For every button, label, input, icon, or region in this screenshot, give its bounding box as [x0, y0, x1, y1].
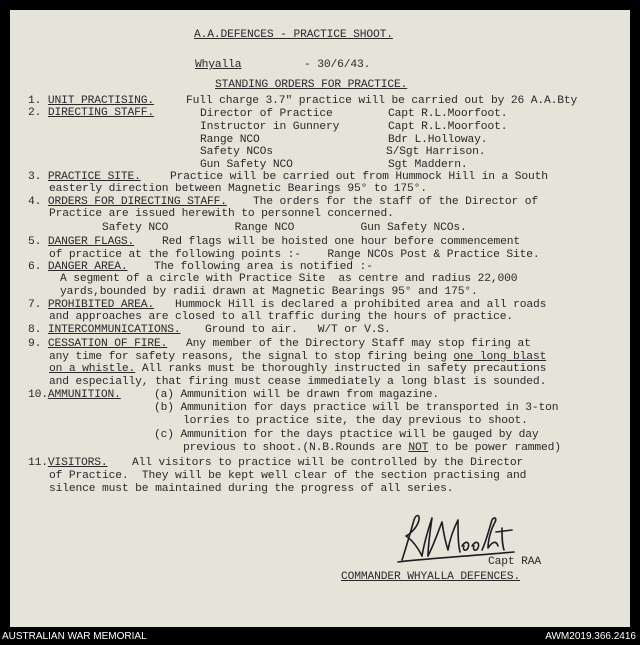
item-heading: PRACTICE SITE. [47, 171, 141, 183]
signatory-title: COMMANDER WHYALLA DEFENCES. [341, 571, 520, 583]
item-number: 10. [28, 389, 48, 401]
text-run: to be power rammed) [428, 442, 561, 454]
item-text: Ground to air. W/T or V.S. [205, 324, 391, 336]
item-text: Practice are issued herewith to personnel concerned. [49, 208, 394, 220]
item-number: 5. [28, 236, 42, 248]
text-run: All ranks must be thoroughly instructed in safety precautions [135, 363, 547, 375]
item-text: (c) Ammunition for the days ptactice will be gauged by day [154, 429, 539, 441]
item-6 [28, 261, 127, 273]
emphasis: on a whistle. [49, 363, 136, 375]
text-run: any time for safety reasons, the signal to stop firing being [49, 351, 454, 363]
item-text [49, 351, 546, 363]
item-2 [28, 107, 154, 119]
item-number: 8. [28, 324, 42, 336]
item-text: Practice will be carried out from Hummock Hill in a South [170, 171, 548, 183]
emphasis: one long blast [453, 351, 547, 363]
item-text: (a) Ammunition will be drawn from magazine. [154, 389, 440, 401]
item-number: 9. [28, 338, 42, 350]
signatory-rank: Capt RAA [488, 556, 542, 568]
item-heading: ORDERS FOR DIRECTING STAFF. [47, 196, 227, 208]
item-text: Safety NCO Range NCO Gun Safety NCOs. [102, 222, 467, 234]
item-heading: AMMUNITION. [47, 389, 121, 401]
item-text: and approaches are closed to all traffic during the hours of practice. [49, 311, 514, 323]
item-heading: VISITORS. [47, 457, 108, 469]
item-number: 3. [28, 171, 42, 183]
item-heading: DANGER AREA. [47, 261, 128, 273]
item-10 [28, 389, 121, 401]
footer-credit: AUSTRALIAN WAR MEMORIAL [2, 631, 147, 642]
staff-name: Sgt Maddern. [388, 159, 468, 171]
emphasis: NOT [408, 442, 429, 454]
staff-name: Capt R.L.Moorfoot. [388, 121, 508, 133]
item-number: 2. [28, 107, 42, 119]
item-text: A segment of a circle with Practice Site as centre and radius 22,000 [60, 273, 518, 285]
item-7 [28, 299, 154, 311]
item-text: silence must be maintained during the progress of all series. [49, 483, 454, 495]
item-text: Hummock Hill is declared a prohibited area and all roads [175, 299, 547, 311]
item-heading: UNIT PRACTISING. [47, 95, 154, 107]
item-number: 6. [28, 261, 42, 273]
item-text: Full charge 3.7" practice will be carried out by 26 A.A.Bty [186, 95, 578, 107]
footer-accession-number: AWM2019.366.2416 [545, 631, 636, 642]
item-1 [28, 95, 154, 107]
item-3 [28, 171, 141, 183]
item-text: Red flags will be hoisted one hour before commencement [162, 236, 520, 248]
item-number: 1. [28, 95, 42, 107]
item-text: easterly direction between Magnetic Bearings 95° to 175°. [49, 183, 427, 195]
document-date: - 30/6/43. [304, 59, 371, 71]
item-number: 11. [28, 457, 48, 469]
document-place: Whyalla [195, 59, 242, 71]
item-4 [28, 196, 227, 208]
staff-role: Range NCO [200, 134, 260, 146]
item-text: The orders for the staff of the Director of [253, 196, 539, 208]
item-8 [28, 324, 181, 336]
item-heading: DANGER FLAGS. [47, 236, 135, 248]
item-heading: DIRECTING STAFF. [47, 107, 154, 119]
text-run: previous to shoot.(N.B.Rounds are [183, 442, 409, 454]
item-text [49, 363, 546, 375]
item-text: and especially, that firing must cease immediately a long blast is sounded. [49, 376, 547, 388]
staff-role: Instructor in Gunnery [200, 121, 340, 133]
item-heading: PROHIBITED AREA. [47, 299, 154, 311]
item-text: All visitors to practice will be controlled by the Director [132, 457, 524, 469]
item-11 [28, 457, 108, 469]
item-9 [28, 338, 167, 350]
staff-name: Capt R.L.Moorfoot. [388, 108, 508, 120]
item-number: 7. [28, 299, 42, 311]
item-text: Any member of the Directory Staff may stop firing at [186, 338, 531, 350]
item-text: lorries to practice site, the day previous to shoot. [183, 415, 528, 427]
staff-role: Safety NCOs [200, 146, 273, 158]
document-subtitle: STANDING ORDERS FOR PRACTICE. [215, 79, 408, 91]
staff-role: Director of Practice [200, 108, 333, 120]
item-5 [28, 236, 134, 248]
item-text [183, 442, 561, 454]
item-text: of practice at the following points :- Range NCOs Post & Practice Site. [49, 249, 540, 261]
staff-role: Gun Safety NCO [200, 159, 293, 171]
item-number: 4. [28, 196, 42, 208]
item-text: of Practice. They will be kept well clear of the section practising and [49, 470, 527, 482]
item-heading: CESSATION OF FIRE. [47, 338, 168, 350]
staff-name: S/Sgt Harrison. [386, 146, 486, 158]
item-text: (b) Ammunition for days practice will be transported in 3-ton [154, 402, 559, 414]
item-text: yards,bounded by radii drawn at Magnetic Bearings 95° and 175°. [60, 286, 478, 298]
document-title: A.A.DEFENCES - PRACTICE SHOOT. [194, 29, 393, 41]
staff-name: Bdr L.Holloway. [388, 134, 488, 146]
item-text: The following area is notified :- [154, 261, 373, 273]
item-heading: INTERCOMMUNICATIONS. [47, 324, 181, 336]
